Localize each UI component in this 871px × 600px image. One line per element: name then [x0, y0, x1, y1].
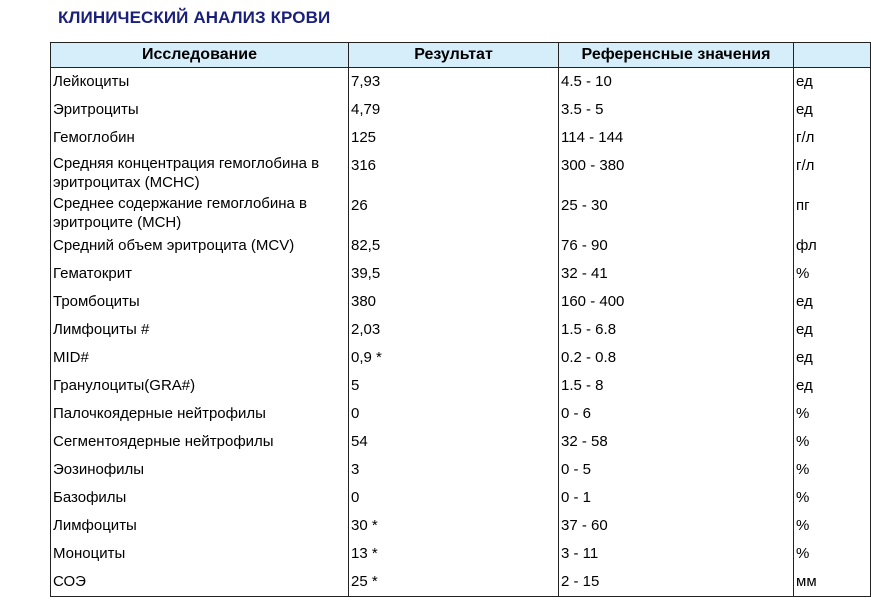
cell-test-name: Лимфоциты [51, 512, 349, 540]
cell-test-name: Средняя концентрация гемоглобина в эритроцитах (MCHC) [51, 152, 349, 192]
cell-result: 380 [349, 288, 559, 316]
column-header-result: Результат [349, 43, 559, 68]
cell-result: 7,93 [349, 68, 559, 97]
table-row [51, 124, 871, 152]
cell-result: 25 * [349, 568, 559, 597]
cell-reference-range: 300 - 380 [559, 152, 794, 192]
cell-unit: ед [794, 316, 871, 344]
cell-reference-range: 32 - 58 [559, 428, 794, 456]
cell-unit: % [794, 540, 871, 568]
cell-test-name: Средний объем эритроцита (MCV) [51, 232, 349, 260]
table-row [51, 192, 871, 232]
cell-result: 0,9 * [349, 344, 559, 372]
document-title: КЛИНИЧЕСКИЙ АНАЛИЗ КРОВИ [58, 8, 331, 27]
column-header-unit [794, 43, 871, 68]
cell-reference-range: 25 - 30 [559, 192, 794, 232]
cell-reference-range: 0 - 6 [559, 400, 794, 428]
cell-result: 2,03 [349, 316, 559, 344]
cell-test-name: Гемоглобин [51, 124, 349, 152]
cell-unit: г/л [794, 124, 871, 152]
cell-result: 82,5 [349, 232, 559, 260]
cell-result: 316 [349, 152, 559, 192]
column-header-reference: Референсные значения [559, 43, 794, 68]
cell-unit: ед [794, 68, 871, 97]
table-row [51, 512, 871, 540]
cell-unit: ед [794, 372, 871, 400]
table-header-row [51, 43, 871, 68]
cell-result: 5 [349, 372, 559, 400]
cell-test-name: Гранулоциты(GRA#) [51, 372, 349, 400]
cell-test-name: Базофилы [51, 484, 349, 512]
cell-reference-range: 0 - 1 [559, 484, 794, 512]
table-row [51, 344, 871, 372]
cell-test-name: Лимфоциты # [51, 316, 349, 344]
cell-unit: фл [794, 232, 871, 260]
table-row [51, 288, 871, 316]
cell-test-name: MID# [51, 344, 349, 372]
cell-unit: ед [794, 344, 871, 372]
table-row [51, 540, 871, 568]
cell-reference-range: 76 - 90 [559, 232, 794, 260]
table-row [51, 232, 871, 260]
cell-reference-range: 0 - 5 [559, 456, 794, 484]
cell-reference-range: 37 - 60 [559, 512, 794, 540]
blood-test-results-table [50, 42, 871, 597]
cell-result: 26 [349, 192, 559, 232]
cell-result: 39,5 [349, 260, 559, 288]
table-row [51, 484, 871, 512]
cell-test-name: Гематокрит [51, 260, 349, 288]
table-row [51, 428, 871, 456]
table-row [51, 96, 871, 124]
cell-result: 30 * [349, 512, 559, 540]
table-row [51, 68, 871, 97]
cell-test-name: СОЭ [51, 568, 349, 597]
cell-result: 54 [349, 428, 559, 456]
cell-reference-range: 4.5 - 10 [559, 68, 794, 97]
cell-result: 3 [349, 456, 559, 484]
cell-reference-range: 160 - 400 [559, 288, 794, 316]
cell-test-name: Сегментоядерные нейтрофилы [51, 428, 349, 456]
cell-test-name: Эозинофилы [51, 456, 349, 484]
cell-result: 0 [349, 484, 559, 512]
cell-test-name: Моноциты [51, 540, 349, 568]
table-row [51, 400, 871, 428]
cell-test-name: Палочкоядерные нейтрофилы [51, 400, 349, 428]
cell-reference-range: 3.5 - 5 [559, 96, 794, 124]
cell-result: 13 * [349, 540, 559, 568]
cell-result: 4,79 [349, 96, 559, 124]
cell-test-name: Лейкоциты [51, 68, 349, 97]
cell-unit: % [794, 428, 871, 456]
cell-reference-range: 2 - 15 [559, 568, 794, 597]
cell-reference-range: 3 - 11 [559, 540, 794, 568]
cell-unit: % [794, 400, 871, 428]
cell-test-name: Среднее содержание гемоглобина в эритроците (MCH) [51, 192, 349, 232]
table-row [51, 260, 871, 288]
cell-unit: % [794, 512, 871, 540]
cell-unit: ед [794, 288, 871, 316]
cell-reference-range: 32 - 41 [559, 260, 794, 288]
cell-unit: ед [794, 96, 871, 124]
cell-reference-range: 114 - 144 [559, 124, 794, 152]
cell-unit: % [794, 260, 871, 288]
cell-test-name: Тромбоциты [51, 288, 349, 316]
cell-result: 0 [349, 400, 559, 428]
table-body [51, 68, 871, 597]
cell-unit: мм [794, 568, 871, 597]
cell-reference-range: 1.5 - 6.8 [559, 316, 794, 344]
table-row [51, 456, 871, 484]
cell-unit: % [794, 456, 871, 484]
cell-test-name: Эритроциты [51, 96, 349, 124]
table-row [51, 568, 871, 597]
table-row [51, 316, 871, 344]
cell-unit: % [794, 484, 871, 512]
cell-reference-range: 0.2 - 0.8 [559, 344, 794, 372]
cell-result: 125 [349, 124, 559, 152]
table-row [51, 372, 871, 400]
table-row [51, 152, 871, 192]
cell-reference-range: 1.5 - 8 [559, 372, 794, 400]
column-header-test: Исследование [51, 43, 349, 68]
cell-unit: г/л [794, 152, 871, 192]
cell-unit: пг [794, 192, 871, 232]
